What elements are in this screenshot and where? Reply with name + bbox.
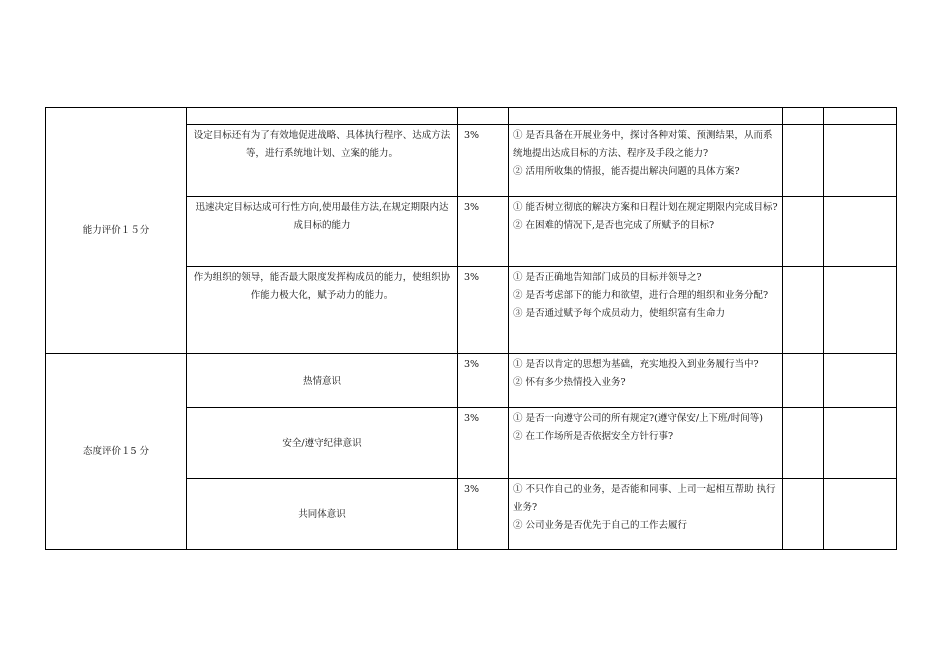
item-criteria bbox=[509, 408, 783, 479]
table-row bbox=[46, 108, 897, 125]
evaluation-table bbox=[45, 107, 897, 550]
score-cell bbox=[783, 479, 824, 550]
criterion-text: ③ 是否通过赋予每个成员动力，使组织富有生命力 bbox=[513, 308, 726, 319]
blank-cell bbox=[458, 108, 509, 125]
category-label: 态度评价１5 分 bbox=[82, 445, 150, 457]
score-cell bbox=[824, 354, 897, 408]
item-description: 安全/遵守纪律意识 bbox=[187, 408, 458, 479]
criterion-text: ② 活用所收集的情报，能否提出解决问题的具体方案? bbox=[513, 166, 740, 177]
criterion-text: ② 是否考虑部下的能力和欲望，进行合理的组织和业务分配? bbox=[513, 290, 769, 301]
criterion-text: ① 是否正确地告知部门成员的目标并领导之? bbox=[513, 272, 702, 283]
item-criteria bbox=[509, 354, 783, 408]
item-description: 作为组织的领导，能否最大限度发挥构成员的能力，使组织协作能力极大化，赋予动力的能力。 bbox=[187, 267, 458, 354]
score-cell bbox=[783, 197, 824, 267]
score-cell bbox=[824, 267, 897, 354]
category-label: 能力评价１５分 bbox=[82, 224, 150, 236]
item-weight: 3% bbox=[458, 354, 509, 408]
item-description: 热情意识 bbox=[187, 354, 458, 408]
score-cell bbox=[824, 197, 897, 267]
category-cell bbox=[46, 354, 187, 550]
item-weight: 3% bbox=[458, 197, 509, 267]
criterion-text: ① 是否一向遵守公司的所有规定?(遵守保安/上下班/时间等) bbox=[513, 413, 763, 424]
criterion-text: ② 怀有多少热情投入业务? bbox=[513, 377, 626, 388]
item-description: 迅速决定目标达成可行性方向,使用最佳方法,在规定期限内达成目标的能力 bbox=[187, 197, 458, 267]
item-weight: 3% bbox=[458, 267, 509, 354]
criterion-text: ② 在困难的情况下,是否也完成了所赋予的目标? bbox=[513, 220, 715, 231]
criterion-text: ② 在工作场所是否依据安全方针行事? bbox=[513, 431, 674, 442]
score-cell bbox=[783, 267, 824, 354]
blank-cell bbox=[824, 108, 897, 125]
criterion-text: ① 是否具备在开展业务中，探讨各种对策、预测结果，从而系统地提出达成目标的方法、程序及手段之能力? bbox=[513, 130, 773, 159]
item-criteria bbox=[509, 267, 783, 354]
table-row bbox=[46, 354, 897, 408]
criterion-text: ② 公司业务是否优先于自己的工作去履行 bbox=[513, 520, 688, 531]
category-cell bbox=[46, 108, 187, 354]
score-cell bbox=[824, 479, 897, 550]
score-cell bbox=[783, 354, 824, 408]
score-cell bbox=[824, 408, 897, 479]
item-weight: 3% bbox=[458, 479, 509, 550]
item-criteria bbox=[509, 125, 783, 197]
criterion-text: ① 是否以肯定的思想为基础，充实地投入到业务履行当中? bbox=[513, 359, 759, 370]
blank-cell bbox=[783, 108, 824, 125]
criterion-text: ① 不只作自己的业务，是否能和同事、上司一起相互帮助 执行业务? bbox=[513, 484, 776, 513]
blank-cell bbox=[509, 108, 783, 125]
item-description: 共同体意识 bbox=[187, 479, 458, 550]
item-weight: 3% bbox=[458, 125, 509, 197]
score-cell bbox=[783, 408, 824, 479]
item-criteria bbox=[509, 197, 783, 267]
item-criteria bbox=[509, 479, 783, 550]
score-cell bbox=[783, 125, 824, 197]
score-cell bbox=[824, 125, 897, 197]
blank-cell bbox=[187, 108, 458, 125]
criterion-text: ① 能否树立彻底的解决方案和日程计划在规定期限内完成目标? bbox=[513, 202, 778, 213]
item-weight: 3% bbox=[458, 408, 509, 479]
item-description: 设定目标还有为了有效地促进战略、具体执行程序、达成方法等，进行系统地计划、立案的能力。 bbox=[187, 125, 458, 197]
